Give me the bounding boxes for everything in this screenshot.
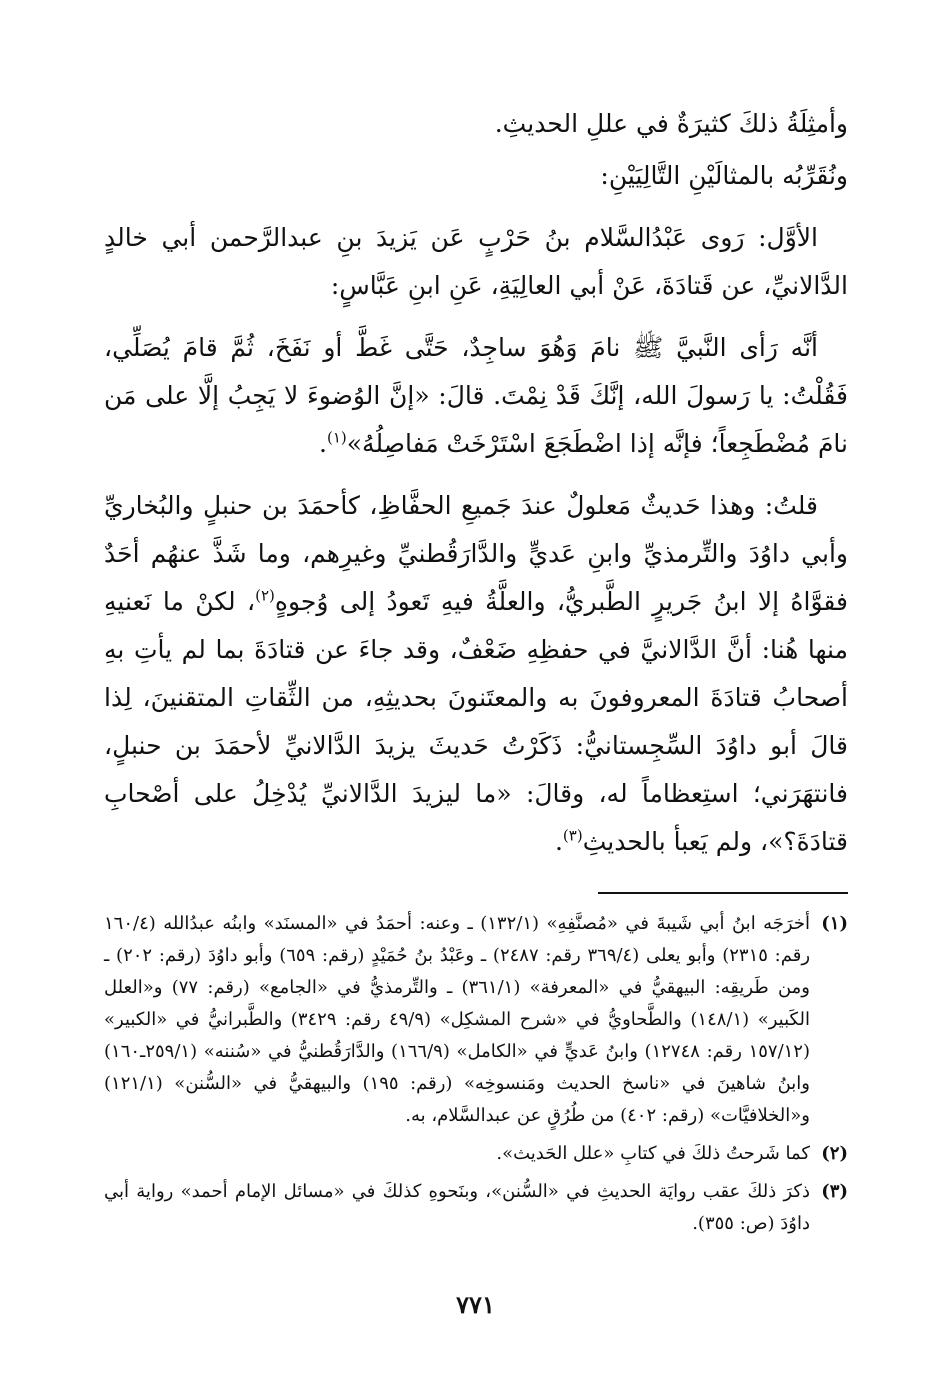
footnote-text: أخرَجَه ابنُ أبي شَيبةَ في «مُصنَّفِهِ» (١٣٢/١) ـ وعنه: أحمَدُ في «المسنَد» وابنُه عبدُالله (١٦٠/٤ رقم: ٢٣١٥) وأبو يعلى (٣٦٩/٤ رقم: ٢٤٨٧) ـ وعَبْدُ بنُ حُمَيْدٍ (رقم: ٦٥٩) وأبو داوُدَ (رقم: ٢٠٢) ـ ومن طَريقِه: البيهقيُّ في «المعرفة» (٣٦١/١) ـ والتِّرمذيُّ في «الجامع» (رقم: ٧٧) و«العلل الكَبير» (١٤٨/١) والطَّحاويُّ في «شرح المشكِل» (٤٩/٩ رقم: ٣٤٢٩) والطَّبرانيُّ في «الكبير» (١٥٧/١٢ رقم: ١٢٧٤٨) وابنُ عَديٍّ في «الكامل» (١٦٦/٩) والدَّارَقُطنيُّ في «سُننه» (٢٥٩/١ـ١٦٠) وابنُ شاهينَ في «ناسخ الحديث ومَنسوخِه» (رقم: ١٩٥) والبيهقيُّ في «السُّنن» (١٢١/١) و«الخلافيَّات» (رقم: ٤٠٢) من طُرُقٍ عن عبدالسَّلام، به. [104, 913, 811, 1126]
paragraph-lead: ونُقَرِّبُه بالمثالَيْنِ التَّالِيَيْنِ: [600, 161, 848, 190]
footnote-ref-1: (١) [326, 428, 347, 447]
page-body [104, 100, 848, 1246]
commentary-part-2: ، لكنْ ما نَعنيهِ منها هُنا: أنَّ الدَّالانيَّ في حفظِهِ ضَعْفٌ، وقد جاءَ عن قتادَةَ بما لم يأتِ بهِ أصحابُ قتادَةَ المعروفونَ به والمعتَنونَ بحديثِهِ، من الثِّقاتِ المتقنينَ، لِذا قالَ أبو داوُدَ السِّجِستانيُّ: ذَكَرْتُ حَديثَ يزيدَ الدَّالانيِّ لأحمَدَ بن حنبلٍ، فانتهَرَني؛ استِعظاماً له، وقالَ: «ما ليزيدَ الدَّالانيِّ يُدْخِلُ على أصْحابِ قتادَةَ؟»، ولم يَعبأ بالحديثِ [104, 587, 848, 856]
footnote-number: (١) [821, 913, 848, 934]
footnote-3 [104, 1176, 848, 1240]
footnote-ref-3: (٣) [562, 826, 583, 845]
page-number: ٧٧١ [456, 1290, 495, 1319]
footnote-divider [598, 892, 848, 894]
footnote-2 [104, 1138, 848, 1170]
paragraph-example-one: الأوَّل: رَوى عَبْدُالسَّلام بنُ حَرْبٍ عَن يَزيدَ بنِ عبدالرَّحمن أبي خالدٍ الدَّالانيِّ، عن قَتادَةَ، عَنْ أبي العالِيَةِ، عَنِ ابنِ عَبَّاسٍ: [104, 223, 848, 300]
footnotes-section [104, 908, 848, 1240]
footnote-text: ذكرَ ذلكَ عقب روايَة الحديثِ في «السُّنن»، وبنَحوهِ كذلكَ في «مسائل الإمام أحمد» رواية أبي داوُدَ (ص: ٣٥٥). [104, 1181, 810, 1234]
footnote-text: كما شَرحتُ ذلكَ في كتابِ «علل الحَديث». [496, 1143, 810, 1164]
footnote-number: (٢) [821, 1143, 848, 1164]
main-text [104, 100, 848, 866]
hadith-text: أنَّه رَأى النَّبيَّ ﷺ نامَ وَهُوَ ساجِدٌ، حَتَّى غَطَّ أو نَفَخَ، ثُمَّ قامَ يُصَلِّي، فَقُلْتُ: يا رَسولَ الله، إنَّكَ قَدْ نِمْتَ. قالَ: «إنَّ الوُضوءَ لا يَجِبُ إلَّا على مَن نامَ مُضْطَجِعاً؛ فإنَّه إذا اضْطَجَعَ اسْتَرْخَتْ مَفاصِلُهُ» [104, 333, 848, 458]
footnote-number: (٣) [821, 1181, 848, 1202]
footnote-ref-2: (٢) [255, 586, 275, 605]
paragraph-hadith-text: أنَّه رَأى النَّبيَّ ﷺ نامَ وَهُوَ ساجِدٌ، حَتَّى غَطَّ أو نَفَخَ، ثُمَّ قامَ يُصَلِّي، فَقُلْتُ: يا رَسولَ الله، إنَّكَ قَدْ نِمْتَ. قالَ: «إنَّ الوُضوءَ لا يَجِبُ إلَّا على مَن نامَ مُضْطَجِعاً؛ فإنَّه إذا اضْطَجَعَ اسْتَرْخَتْ مَفاصِلُهُ»$^{(١)}$. [104, 333, 848, 458]
commentary-part-1: قلتُ: وهذا حَديثٌ مَعلولٌ عندَ جَميعِ الحفَّاظِ، كأحمَدَ بن حنبلٍ والبُخاريِّ وأبي داوُدَ والتِّرمذيِّ وابنِ عَديٍّ والدَّارَقُطنيِّ وغيرِهم، وما شَذَّ عنهُم أحَدٌ فقوَّاهُ إلا ابنُ جَريرٍ الطَّبريُّ، والعلَّةُ فيهِ تَعودُ إلى وُجوهٍ [104, 491, 848, 616]
paragraph-intro: وأمثِلَةُ ذلكَ كثيرَةٌ في عللِ الحديثِ. [494, 109, 848, 138]
paragraph-commentary: قلتُ: وهذا حَديثٌ مَعلولٌ عندَ جَميعِ الحفَّاظِ، كأحمَدَ بن حنبلٍ والبُخاريِّ وأبي داوُدَ والتِّرمذيِّ وابنِ عَديٍّ والدَّارَقُطنيِّ وغيرِهم، وما شَذَّ عنهُم أحَدٌ فقوَّاهُ إلا ابنُ جَريرٍ الطَّبريُّ، والعلَّةُ فيهِ تَعودُ إلى وُجوهٍ$^{(٢)}$، لكنْ ما نَعنيهِ منها هُنا: أنَّ الدَّالانيَّ في حفظِهِ ضَعْفٌ، وقد جاءَ عن قتادَةَ بما لم يأتِ بهِ أصحابُ قتادَةَ المعروفونَ به والمعتَنونَ بحديثِهِ، من الثِّقاتِ المتقنينَ، لِذا قالَ أبو داوُدَ السِّجِستانيُّ: ذَكَرْتُ حَديثَ يزيدَ الدَّالانيِّ لأحمَدَ بن حنبلٍ، فانتهَرَني؛ استِعظاماً له، وقالَ: «ما ليزيدَ الدَّالانيِّ يُدْخِلُ على أصْحابِ قتادَةَ؟»، ولم يَعبأ بالحديثِ$^{(٣)}$. [104, 491, 848, 856]
footnote-1 [104, 908, 848, 1132]
